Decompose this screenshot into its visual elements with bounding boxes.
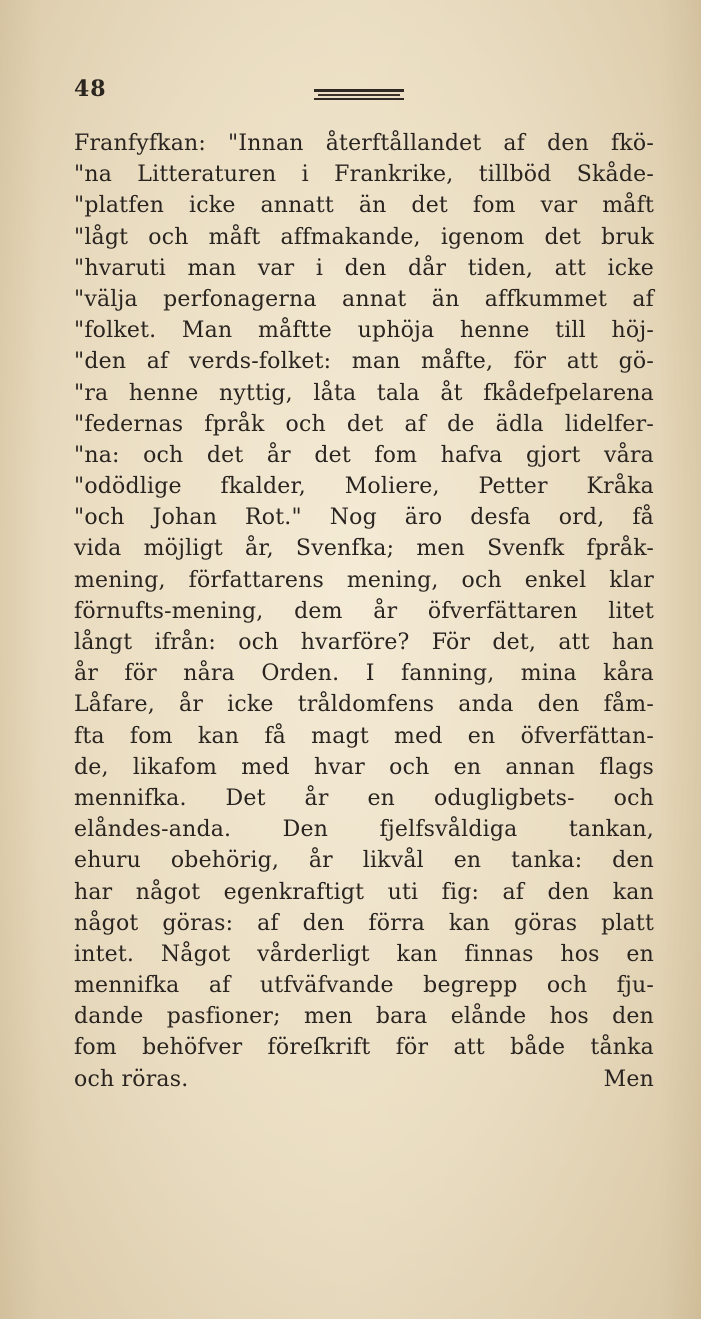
text-line: Franfyfkan: "Innan återftållandet af den fkö- <box>74 131 654 156</box>
text-line: "hvaruti man var i den dår tiden, att icke <box>74 255 654 281</box>
text-line: ehuru obehörig, år likvål en tanka: den <box>74 848 654 874</box>
text-line: har något egenkraftigt uti fig: af den kan <box>74 879 654 905</box>
text-line: år för nåra Orden. I fanning, mina kåra <box>74 661 654 687</box>
text-line: "lågt och måft affmakande, igenom det bruk <box>74 224 654 250</box>
body-text <box>74 128 654 1095</box>
text-line: mening, författarens mening, och enkel klar <box>74 567 654 593</box>
text-line: fom behöfver föreſkrift för att både tånka <box>74 1035 654 1061</box>
catchword-line <box>74 1064 654 1095</box>
text-line: "ra henne nyttig, låta tala åt fkådefpelarena <box>74 380 654 406</box>
text-line: vida möjligt år, Svenfka; men Svenfk fpråk- <box>74 536 654 562</box>
page-header <box>74 72 654 112</box>
header-ornament-rule <box>314 86 404 102</box>
text-line: de, likafom med hvar och en annan flags <box>74 754 654 780</box>
text-line: förnufts-mening, dem år öfverfättaren litet <box>74 598 654 624</box>
text-line: "federnas fpråk och det af de ädla lidelfer- <box>74 411 654 437</box>
text-line: något göras: af den förra kan göras platt <box>74 910 654 936</box>
text-line: "den af verds-folket: man måfte, för att gö- <box>74 349 654 375</box>
text-line: Låfare, år icke tråldomfens anda den fåm- <box>74 692 654 718</box>
text-line: "folket. Man måftte uphöja henne till höj- <box>74 318 654 344</box>
text-line: "na: och det år det fom hafva gjort våra <box>74 442 654 468</box>
page-number: 48 <box>74 76 107 102</box>
text-line: mennifka af utfväfvande begrepp och fju- <box>74 973 654 999</box>
text-line: "odödlige fkalder, Moliere, Petter Kråka <box>74 474 654 500</box>
text-line: "välja perfonagerna annat än affkummet af <box>74 286 654 312</box>
text-line: mennifka. Det år en odugligbets- och <box>74 785 654 811</box>
text-line: elåndes-anda. Den fjelfsvåldiga tankan, <box>74 817 654 843</box>
catchword-right: Men <box>603 1066 654 1092</box>
text-line: "na Litteraturen i Frankrike, tillböd Skåde- <box>74 162 654 188</box>
text-line: fta fom kan få magt med en öfverfättan- <box>74 723 654 749</box>
text-line: "platfen icke annatt än det fom var måft <box>74 193 654 219</box>
text-line: "och Johan Rot." Nog äro desfa ord, få <box>74 505 654 531</box>
text-line: långt ifrån: och hvarföre? För det, att han <box>74 630 654 655</box>
text-line: intet. Något vårderligt kan finnas hos en <box>74 941 654 967</box>
catchword-left: och röras. <box>74 1066 189 1092</box>
text-line: dande pasfioner; men bara elånde hos den <box>74 1004 654 1030</box>
